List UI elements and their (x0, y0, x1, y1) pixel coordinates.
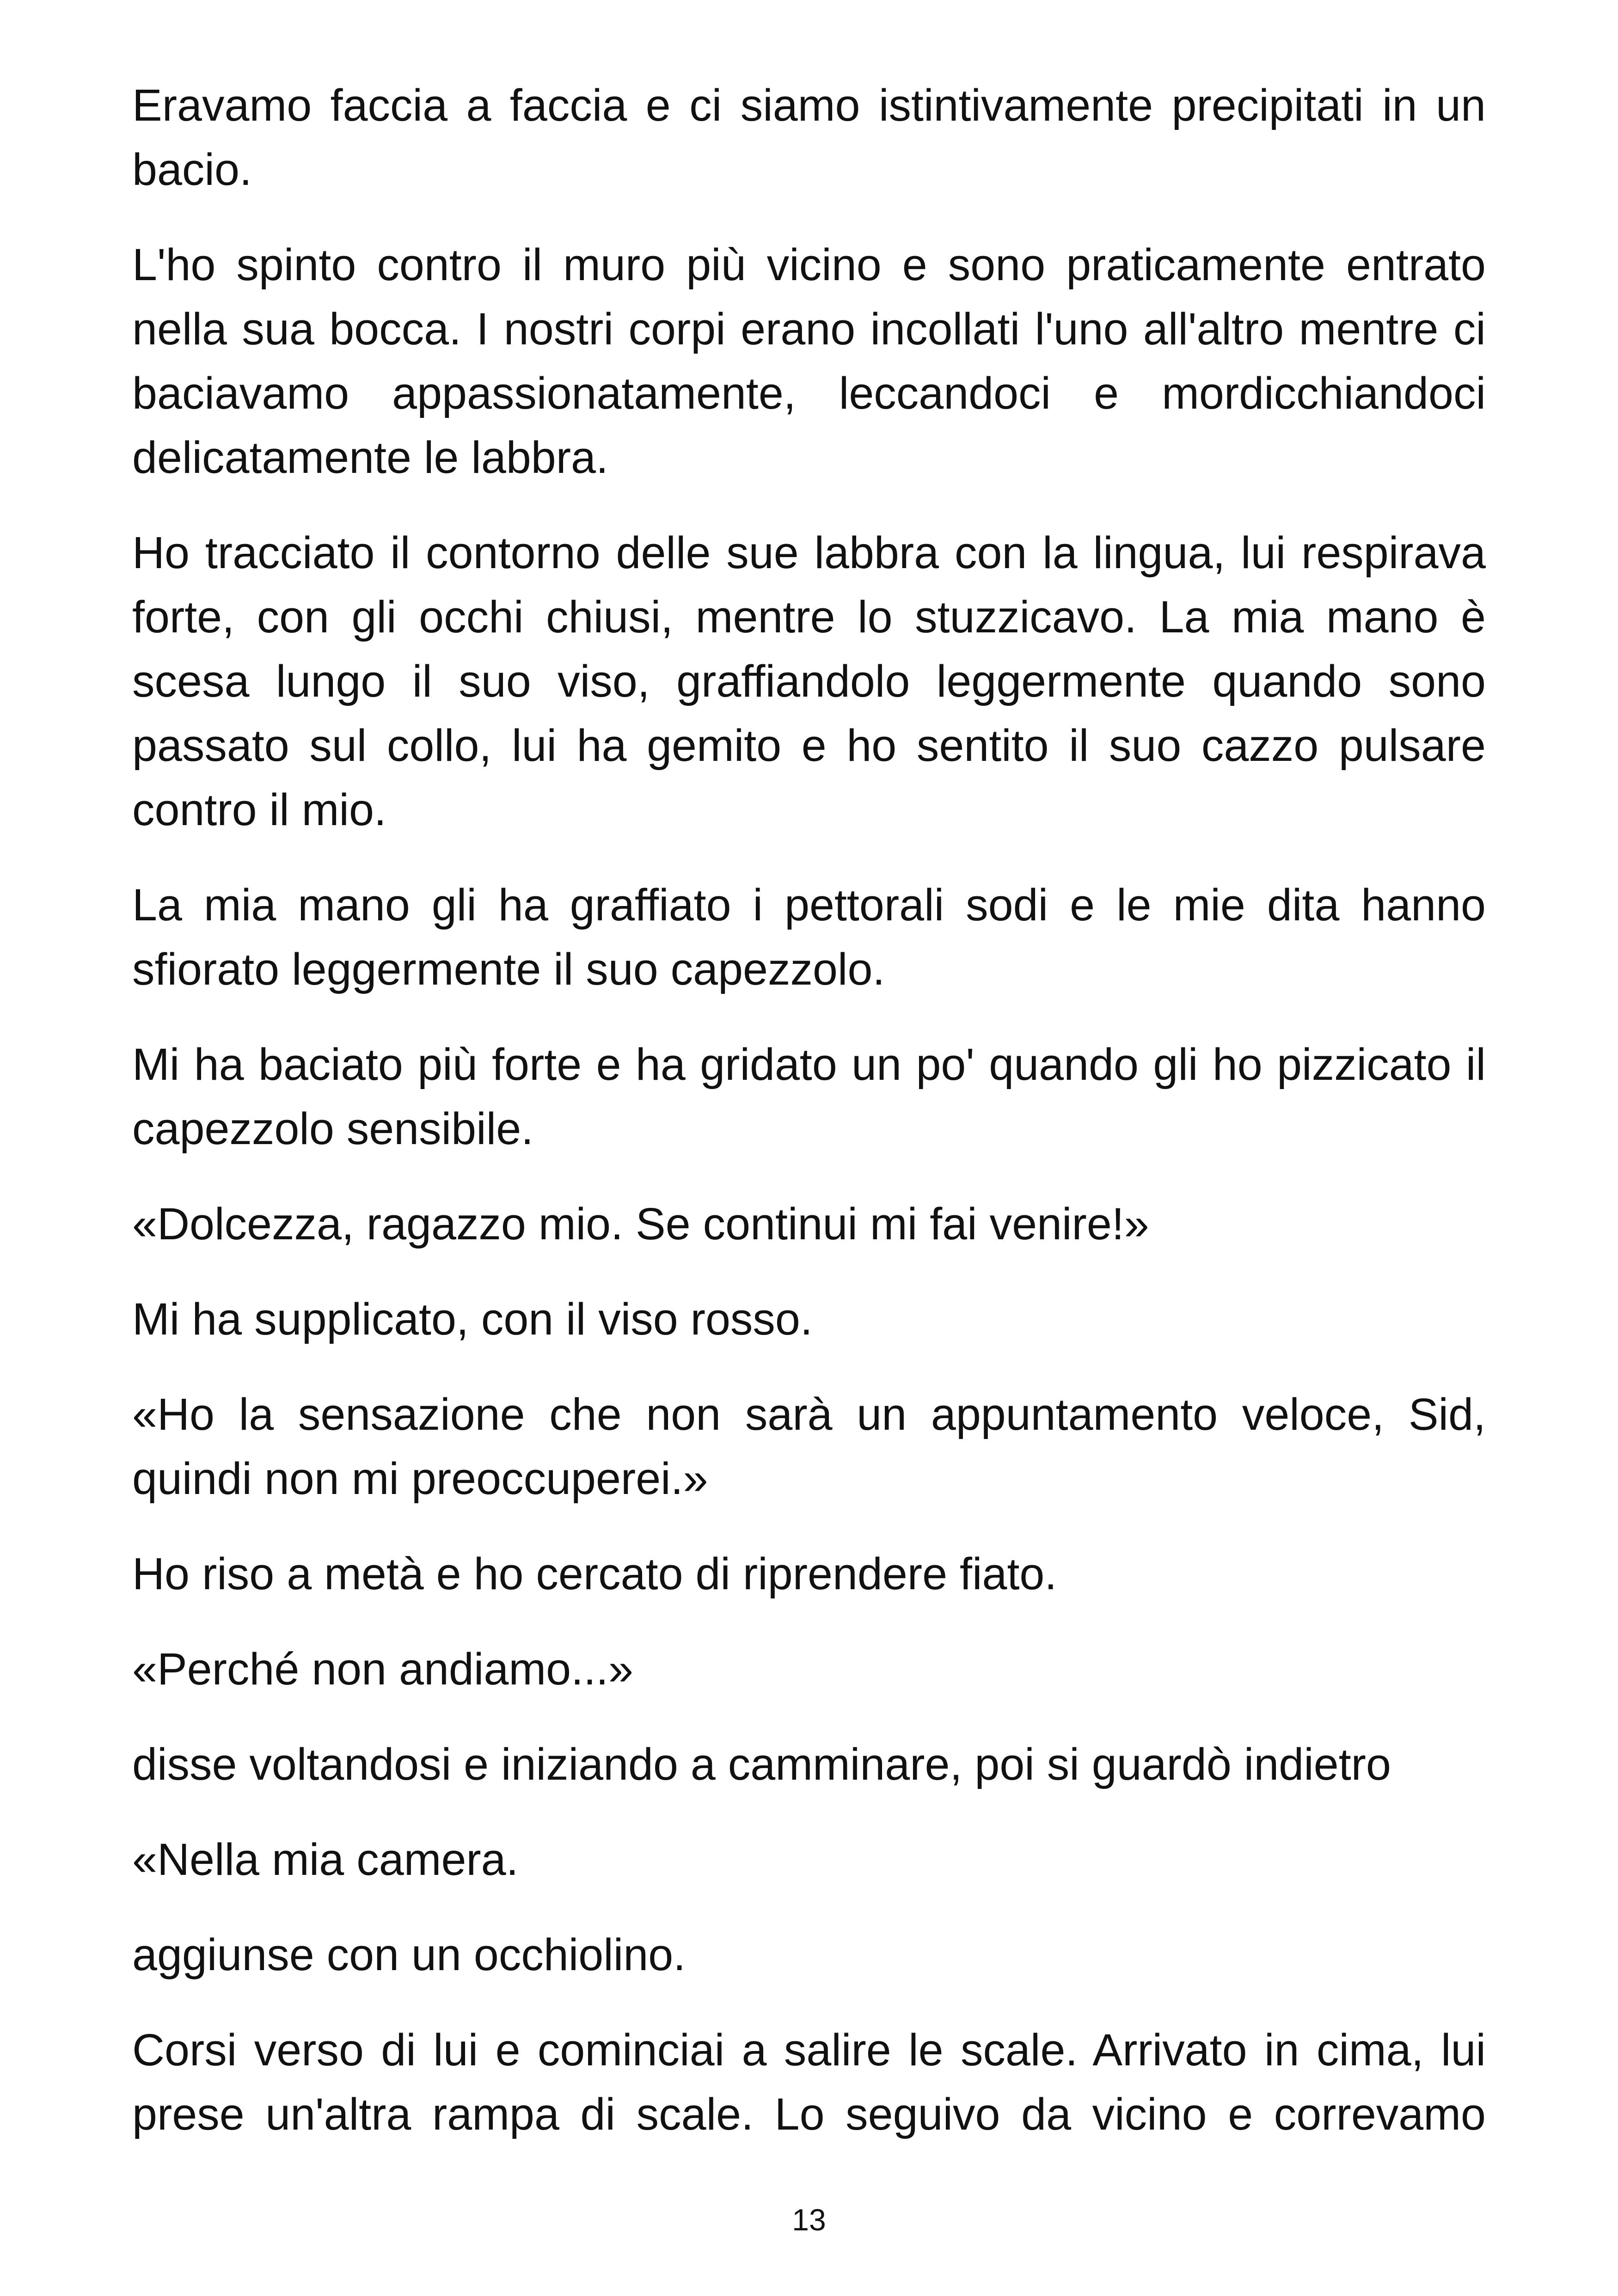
paragraph: Corsi verso di lui e cominciai a salire le scale. Arrivato in cima, lui prese un'altra rampa di scale. Lo seguivo da vicino e correvamo (132, 2025, 1486, 2139)
paragraph: Mi ha baciato più forte e ha gridato un po' quando gli ho pizzicato il capezzolo sensibile. (132, 1039, 1486, 1154)
paragraph: «Ho la sensazione che non sarà un appuntamento veloce, Sid, quindi non mi preoccuperei.» (132, 1389, 1486, 1504)
page-body (132, 73, 1486, 2146)
paragraph: Ho tracciato il contorno delle sue labbra con la lingua, lui respirava forte, con gli occhi chiusi, mentre lo stuzzicavo. La mia mano è scesa lungo il suo viso, graffiandolo leggermente quando sono passato sul collo, lui ha gemito e ho sentito il suo cazzo pulsare contro il mio. (132, 527, 1486, 835)
page-number: 13 (792, 2203, 826, 2237)
paragraph: aggiunse con un occhiolino. (132, 1929, 686, 1980)
paragraph: L'ho spinto contro il muro più vicino e sono praticamente entrato nella sua bocca. I nostri corpi erano incollati l'uno all'altro mentre ci baciavamo appassionatamente, leccandoci e mordicchiandoci delicatamente le labbra. (132, 239, 1486, 483)
paragraph: «Perché non andiamo...» (132, 1644, 633, 1694)
paragraph: «Nella mia camera. (132, 1834, 519, 1885)
paragraph: Ho riso a metà e ho cercato di riprendere fiato. (132, 1549, 1057, 1599)
paragraph: disse voltandosi e iniziando a camminare, poi si guardò indietro (132, 1739, 1391, 1789)
paragraph: Mi ha supplicato, con il viso rosso. (132, 1294, 813, 1344)
paragraph: Eravamo faccia a faccia e ci siamo istintivamente precipitati in un bacio. (132, 80, 1486, 195)
paragraph: La mia mano gli ha graffiato i pettorali sodi e le mie dita hanno sfiorato leggermente il suo capezzolo. (132, 880, 1486, 994)
paragraph: «Dolcezza, ragazzo mio. Se continui mi fai venire!» (132, 1199, 1149, 1249)
